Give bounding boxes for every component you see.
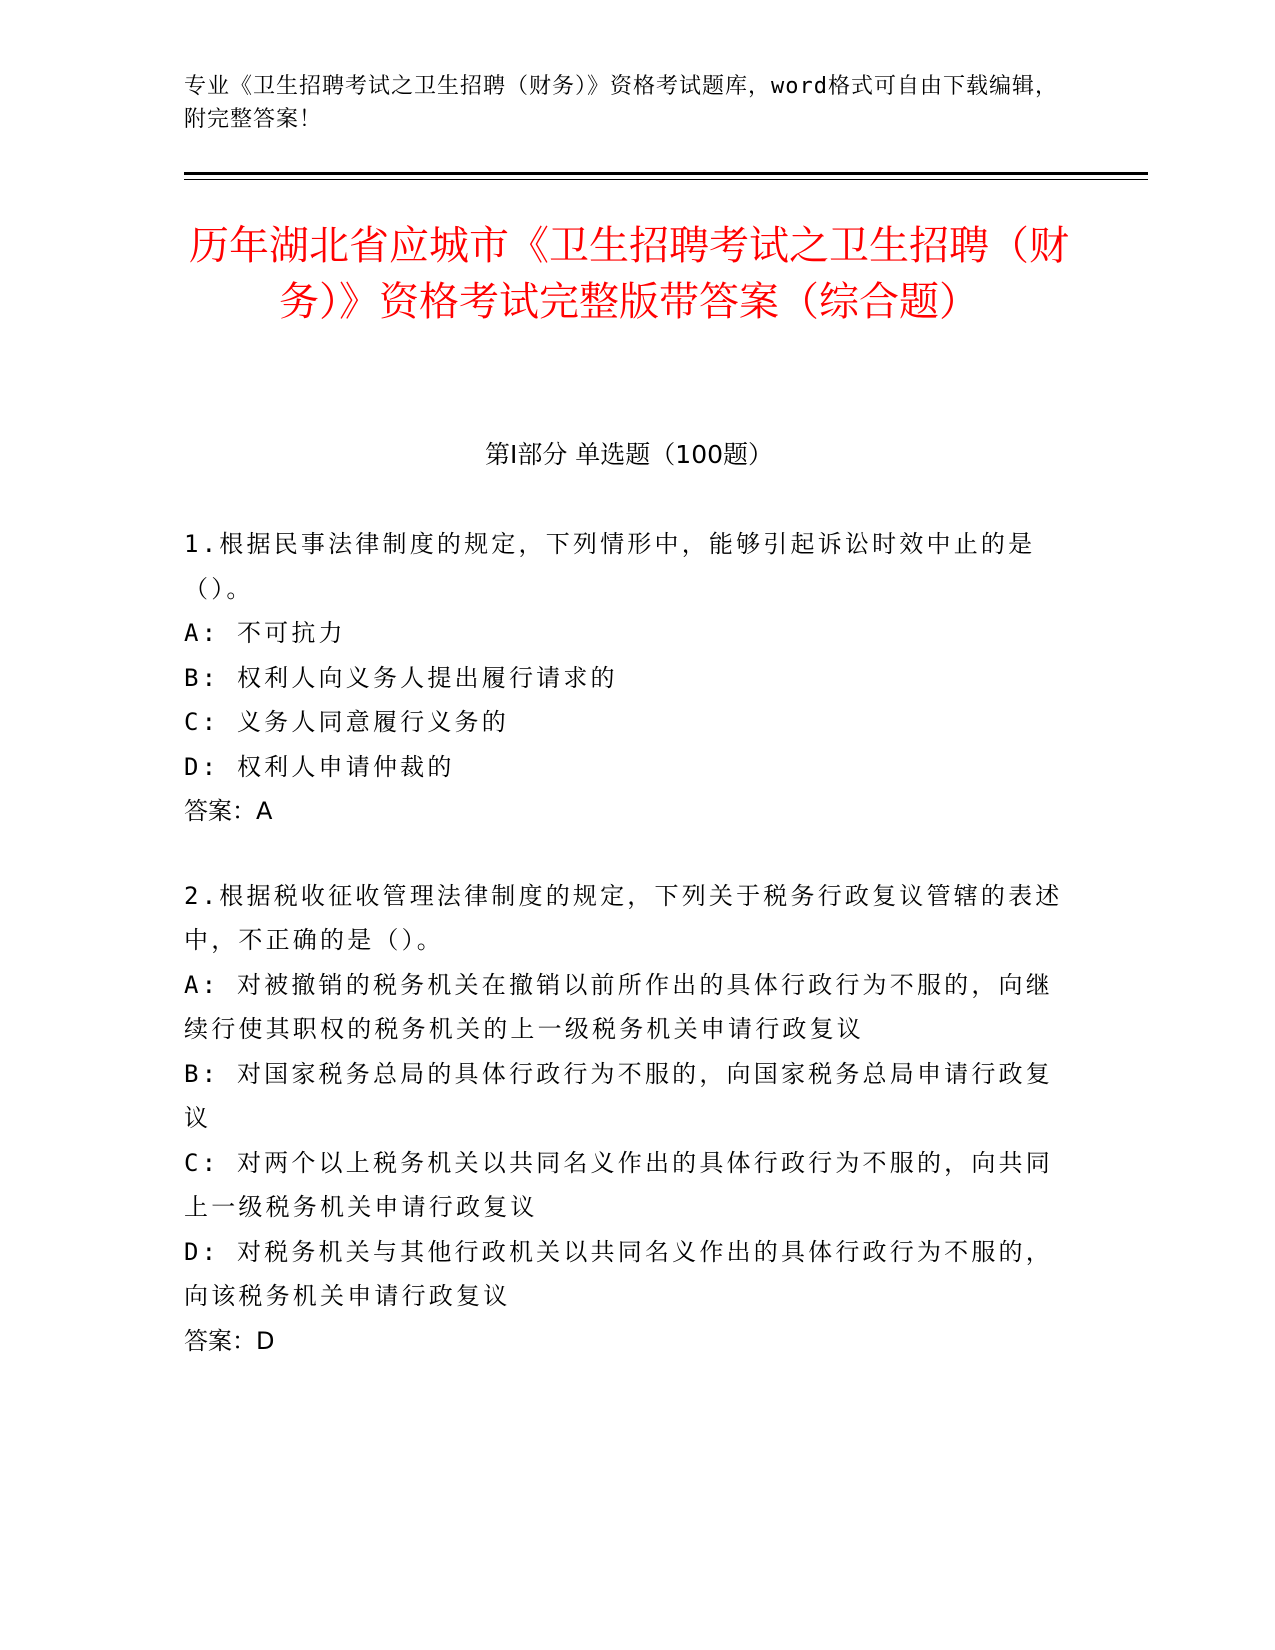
question-stem: 1.根据民事法律制度的规定，下列情形中，能够引起诉讼时效中止的是（）。	[184, 530, 1036, 603]
header-divider-thin	[184, 179, 1148, 180]
section-title: 第I部分 单选题（100题）	[484, 440, 774, 469]
header-divider-thick	[184, 172, 1148, 175]
option-c: C: 对两个以上税务机关以共同名义作出的具体行政行为不服的，向共同上一级税务机关申请行政复议	[184, 1148, 1053, 1221]
option-a: A: 不可抗力	[184, 619, 346, 647]
answer: 答案：A	[184, 797, 273, 825]
question-stem: 2.根据税收征收管理法律制度的规定，下列关于税务行政复议管辖的表述中，不正确的是（）。	[184, 881, 1063, 954]
header-note: 专业《卫生招聘考试之卫生招聘（财务）》资格考试题库，word格式可自由下载编辑，附完整答案！	[184, 74, 1058, 132]
answer: 答案：D	[184, 1326, 275, 1355]
option-b: B: 对国家税务总局的具体行政行为不服的，向国家税务总局申请行政复议	[184, 1059, 1053, 1132]
option-d: D: 对税务机关与其他行政机关以共同名义作出的具体行政行为不服的，向该税务机关申请行政复议	[184, 1237, 1053, 1310]
option-a: A: 对被撤销的税务机关在撤销以前所作出的具体行政行为不服的，向继续行使其职权的税务机关的上一级税务机关申请行政复议	[184, 970, 1053, 1043]
question-list	[184, 522, 1064, 1403]
option-c: C: 义务人同意履行义务的	[184, 708, 509, 736]
document-title: 历年湖北省应城市《卫生招聘考试之卫生招聘（财务）》资格考试完整版带答案（综合题）	[189, 223, 1069, 325]
option-d: D: 权利人申请仲裁的	[184, 752, 455, 781]
option-b: B: 权利人向义务人提出履行请求的	[184, 663, 618, 692]
question-2	[184, 874, 1064, 1364]
question-1	[184, 522, 1064, 834]
